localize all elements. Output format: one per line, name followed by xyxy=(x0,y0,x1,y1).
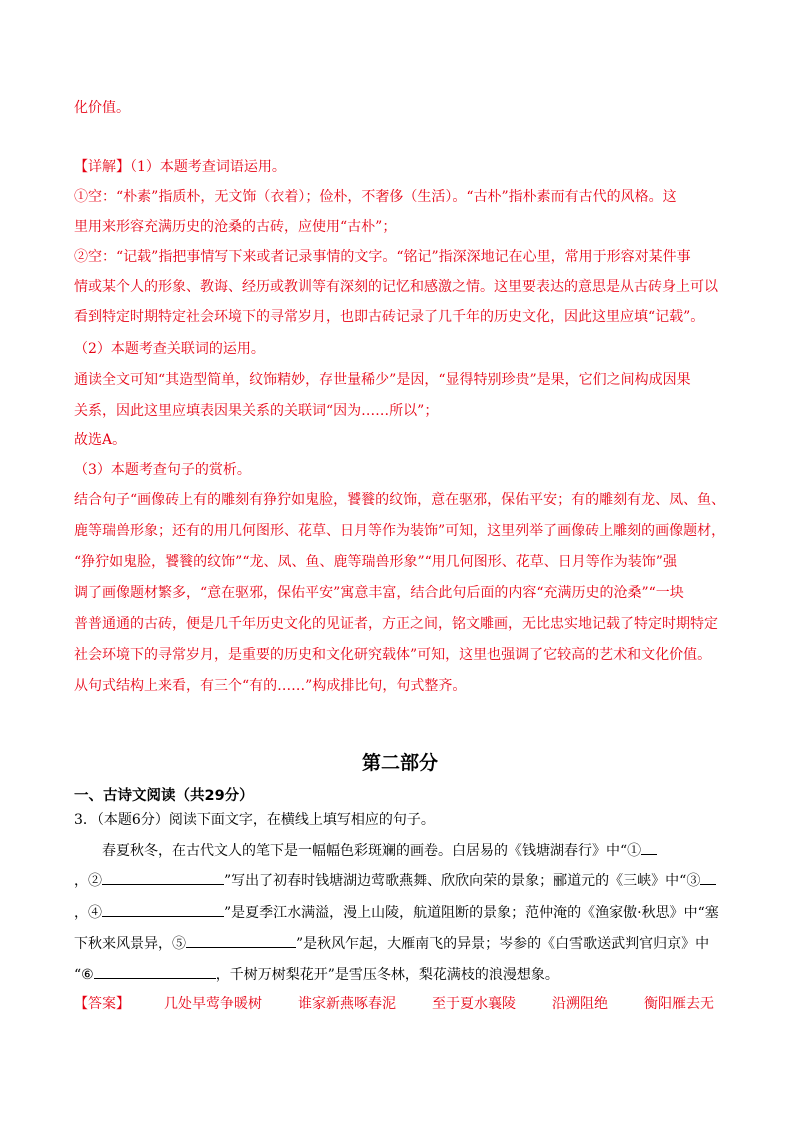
detail-tag: 【详解】 xyxy=(74,159,130,175)
answer-blank-5 xyxy=(186,933,296,948)
q2-line1: 通读全文可知“其造型简单，纹饰精妙，存世量稀少”是因，“显得特别珍贵”是果，它们之间构成因果 xyxy=(74,372,691,388)
q3-line: 鹿等瑞兽形象；还有的用几何图形、花草、日月等作为装饰”可知，这里列举了画像砖上雕刻的画像题材， xyxy=(74,523,726,539)
answer-item: 衡阳雁去无 xyxy=(644,996,714,1012)
q1-blank1-line2: 里用来形容充满历史的沧桑的古砖，应使用“古朴”； xyxy=(74,219,397,235)
part-title: 第二部分 xyxy=(361,752,438,774)
q2-line2: 关系，因此这里应填表因果关系的关联词“因为……所以”； xyxy=(74,403,439,419)
answer-blank-1 xyxy=(641,840,657,855)
answer-tag: 【答案】 xyxy=(74,996,130,1012)
answer-item: 谁家新燕啄春泥 xyxy=(298,996,396,1012)
detail-q1-intro xyxy=(74,157,286,177)
q3-intro: （3）本题考查句子的赏析。 xyxy=(74,462,251,478)
answer-blank-4 xyxy=(102,902,224,917)
passage-line-4 xyxy=(74,933,709,954)
question-stem: 3．（本题6分）阅读下面文字，在横线上填写相应的句子。 xyxy=(74,812,435,828)
passage-line-5 xyxy=(74,964,559,985)
answer-blank-6 xyxy=(94,964,216,979)
passage-text: “⑥ xyxy=(74,967,94,983)
section-heading: 一、古诗文阅读（共29分） xyxy=(74,788,254,804)
q3-line: 社会环境下的寻常岁月，是重要的历史和文化研究载体”可知，这里也强调了它较高的艺术和文化价值。 xyxy=(74,647,712,663)
passage-text: ”是夏季江水满溢，漫上山陵，航道阻断的景象；范仲淹的《渔家傲·秋思》中“塞 xyxy=(224,905,719,921)
q1-blank2-line3: 看到特定时期特定社会环境下的寻常岁月，也即古砖记录了几千年的历史文化，因此这里应填“记载”。 xyxy=(74,309,705,325)
q3-line: 从句式结构上来看，有三个“有的……”构成排比句，句式整齐。 xyxy=(74,678,467,694)
passage-line-3 xyxy=(74,902,719,923)
q1-blank2-line1: ②空：“记载”指把事情写下来或者记录事情的文字。“铭记”指深深地记在心里，常用于形容对某件事 xyxy=(74,249,691,265)
top-fragment: 化价值。 xyxy=(74,100,130,116)
q3-line: 调了画像题材繁多，“意在驱邪，保佑平安”寓意丰富，结合此句后面的内容“充满历史的沧桑”“一块 xyxy=(74,585,684,601)
passage-text: 下秋来风景异，⑤ xyxy=(74,936,186,952)
answer-blank-3 xyxy=(700,870,716,885)
passage-line-1 xyxy=(102,840,657,861)
passage-text: ，千树万树梨花开”是雪压冬林，梨花满枝的浪漫想象。 xyxy=(215,967,559,983)
answer-blank-2 xyxy=(102,870,224,885)
q3-line: 结合句子“画像砖上有的雕刻有狰狞如鬼脸，饕餮的纹饰，意在驱邪，保佑平安；有的雕刻有龙、凤、鱼、 xyxy=(74,492,726,508)
passage-line-2 xyxy=(74,870,716,891)
passage-text: 春夏秋冬，在古代文人的笔下是一幅幅色彩斑斓的画卷。白居易的《钱塘湖春行》中“① xyxy=(102,843,642,859)
q2-choice: 故选A。 xyxy=(74,432,127,448)
passage-text: ，② xyxy=(74,873,102,889)
passage-text: ，④ xyxy=(74,905,102,921)
q1-blank2-line2: 情或某个人的形象、教诲、经历或教训等有深刻的记忆和感激之情。这里要表达的意思是从古砖身上可以 xyxy=(74,279,718,295)
q3-line: “狰狞如鬼脸，饕餮的纹饰”“龙、凤、鱼、鹿等瑞兽形象”“用几何图形、花草、日月等作为装饰”强 xyxy=(74,554,677,570)
answer-item: 沿溯阻绝 xyxy=(552,996,608,1012)
passage-text: ”写出了初春时钱塘湖边莺歌燕舞、欣欣向荣的景象；郦道元的《三峡》中“③ xyxy=(224,873,701,889)
answer-item: 至于夏水襄陵 xyxy=(432,996,516,1012)
q1-intro-text: （1）本题考查词语运用。 xyxy=(130,159,286,175)
passage-text: ”是秋风乍起，大雁南飞的异景；岑参的《白雪歌送武判官归京》中 xyxy=(296,936,710,952)
q2-intro: （2）本题考查关联词的运用。 xyxy=(74,341,265,357)
q1-blank1-line1: ①空：“朴素”指质朴，无文饰（衣着）；俭朴，不奢侈（生活）。“古朴”指朴素而有古代的风格。这 xyxy=(74,189,677,205)
answer-item: 几处早莺争暖树 xyxy=(164,996,262,1012)
q3-line: 普普通通的古砖，便是几千年历史文化的见证者，方正之间，铭文雕画，无比忠实地记载了特定时期特定 xyxy=(74,616,718,632)
